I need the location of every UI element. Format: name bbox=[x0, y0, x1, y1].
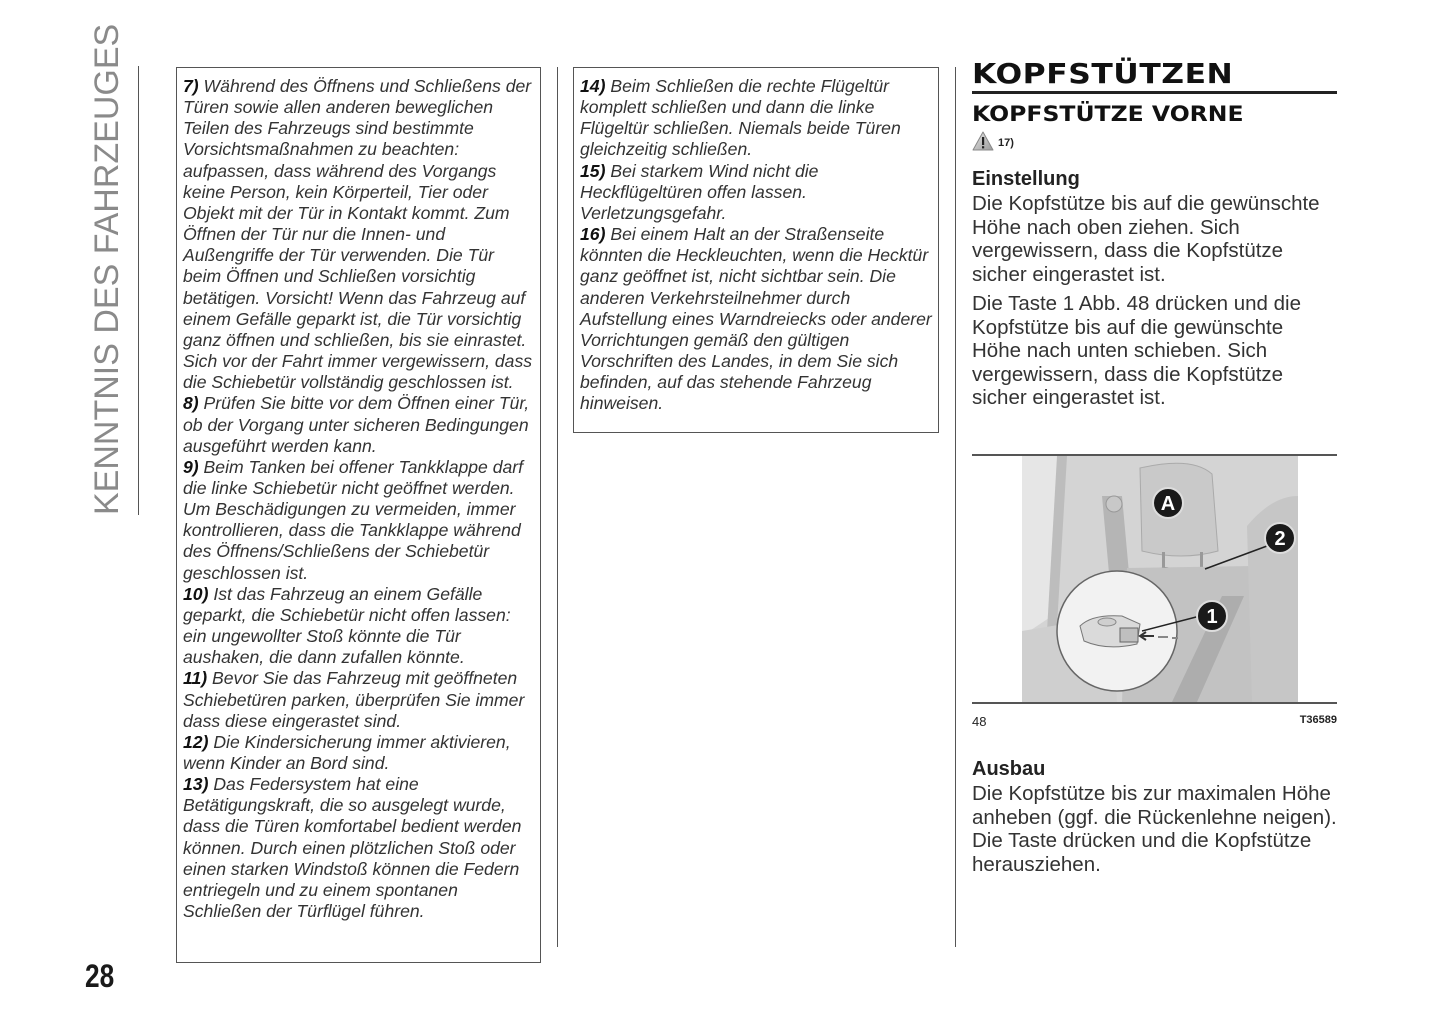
warning-note-number: 16) bbox=[580, 224, 606, 245]
warning-note-text: Das Federsystem hat eine Betätigungskraft, die so ausgelegt wurde, dass die Türen komfortabel bedient werden können. Durch einen plötzlichen Stoß oder einen starken Windstoß können die Federn entriegeln und zu einem spontanen Schließen der Türflügel führen. bbox=[183, 774, 522, 922]
warning-note-text: Beim Tanken bei offener Tankklappe darf die linke Schiebetür nicht geöffnet werden. Um Beschädigungen zu vermeiden, immer kontrollieren, dass die Tankklappe während des Öffnens/Schließens der Schiebetür geschlossen ist. bbox=[183, 456, 524, 583]
warning-note-text: Prüfen Sie bitte vor dem Öffnen einer Tür, ob der Vorgang unter sicheren Bedingungen ausgeführt werden kann. bbox=[183, 393, 530, 456]
warning-note bbox=[580, 161, 932, 224]
warning-note-number: 13) bbox=[183, 774, 209, 795]
subsection-heading: KOPFSTÜTZE VORNE bbox=[972, 102, 1244, 126]
headrest-illustration bbox=[1022, 456, 1298, 702]
warning-note bbox=[183, 584, 534, 669]
figure-caption bbox=[972, 714, 1337, 729]
removal-heading: Ausbau bbox=[972, 758, 1046, 780]
figure-number: 48 bbox=[972, 714, 987, 729]
warning-note-number: 12) bbox=[183, 731, 209, 752]
section-title-rule bbox=[138, 66, 139, 515]
warning-reference bbox=[972, 132, 1337, 154]
warning-note bbox=[183, 732, 534, 774]
warning-note bbox=[580, 76, 932, 161]
warning-note-number: 11) bbox=[183, 668, 208, 689]
warning-note bbox=[183, 393, 534, 456]
warning-note-number: 15) bbox=[580, 160, 606, 181]
callout-1 bbox=[1197, 601, 1227, 631]
callout-2 bbox=[1265, 523, 1295, 553]
warning-note-text: Bei einem Halt an der Straßenseite könnten die Heckleuchten, wenn die Hecktür ganz geöffnet ist, nicht sichtbar sein. Die anderen Verkehrsteilnehmer durch Aufstellung eines Warndreiecks oder anderer Vorrichtungen gemäß den gültigen Vorschriften des Landes, in dem Sie sich befinden, auf das stehende Fahrzeug hinweisen. bbox=[580, 224, 932, 414]
adjustment-paragraph: Die Kopfstütze bis auf die gewünschte Höhe nach oben ziehen. Sich vergewissern, dass die Kopfstütze sicher eingerastet ist. bbox=[972, 192, 1320, 286]
removal-section bbox=[972, 756, 1342, 876]
adjustment-heading: Einstellung bbox=[972, 168, 1080, 190]
figure-48 bbox=[972, 454, 1337, 729]
column-divider bbox=[955, 67, 956, 947]
adjustment-paragraph: Die Taste 1 Abb. 48 drücken und die Kopfstütze bis auf die gewünschte Höhe nach unten schieben. Sich vergewissern, dass die Kopfstütze sicher eingerastet ist. bbox=[972, 292, 1301, 409]
warning-note-text: Bevor Sie das Fahrzeug mit geöffneten Schiebetüren parken, überprüfen Sie immer dass diese eingerastet sind. bbox=[183, 668, 525, 731]
headrests-section bbox=[972, 56, 1337, 410]
svg-text:1: 1 bbox=[1206, 606, 1218, 628]
warning-note bbox=[183, 774, 534, 922]
section-title-text: KENNTNIS DES FAHRZEUGES bbox=[88, 23, 126, 515]
warning-note-text: Bei starkem Wind nicht die Heckflügeltüren offen lassen. Verletzungsgefahr. bbox=[580, 160, 819, 223]
figure-bottom-rule bbox=[972, 702, 1337, 704]
warning-note-number: 8) bbox=[183, 393, 199, 414]
svg-text:A: A bbox=[1160, 493, 1176, 515]
warning-note-text: Ist das Fahrzeug an einem Gefälle geparkt, die Schiebetür nicht offen lassen: ein ungewollter Stoß könnte die Tür aushaken, die dann zufallen könnte. bbox=[183, 583, 511, 668]
section-heading: KOPFSTÜTZEN bbox=[972, 57, 1234, 90]
warning-note bbox=[580, 224, 932, 414]
figure-code: T36589 bbox=[1299, 714, 1337, 726]
page-number: 28 bbox=[85, 958, 115, 994]
warning-note bbox=[183, 668, 534, 731]
warning-notes-box-left bbox=[176, 67, 541, 963]
warning-note bbox=[183, 457, 534, 584]
warning-note-number: 9) bbox=[183, 456, 199, 477]
warning-note bbox=[183, 76, 534, 393]
warning-triangle-icon bbox=[972, 131, 994, 156]
warning-note-text: Beim Schließen die rechte Flügeltür komplett schließen und dann die linke Flügeltür schließen. Niemals beide Türen gleichzeitig schließen. bbox=[580, 76, 901, 160]
warning-notes-box-middle bbox=[573, 67, 939, 433]
removal-paragraph: Die Kopfstütze bis zur maximalen Höhe anheben (ggf. die Rückenlehne neigen). Die Taste drücken und die Kopfstütze herausziehen. bbox=[972, 782, 1337, 876]
warning-note-number: 7) bbox=[183, 76, 199, 96]
warning-note-text: Die Kindersicherung immer aktivieren, wenn Kinder an Bord sind. bbox=[183, 731, 511, 773]
callout-a bbox=[1153, 488, 1183, 518]
warning-note-text: Während des Öffnens und Schließens der Türen sowie allen anderen beweglichen Teilen des Fahrzeugs sind bestimmte Vorsichtsmaßnahmen zu beachten: aufpassen, dass während des Vorgangs keine Person, kein Körperteil, Tier oder Objekt mit der Tür in Kontakt kommt. Zum Öffnen der Tür nur die Innen- und Außengriffe der Tür verwenden. Die Tür beim Öffnen und Schließen vorsichtig betätigen. Vorsicht! Wenn das Fahrzeug auf einem Gefälle geparkt ist, die Tür vorsichtig ganz öffnen und schließen, bis sie einrastet. Sich vor der Fahrt immer vergewissern, dass die Schiebetür vollständig geschlossen ist. bbox=[183, 76, 533, 393]
warning-reference-number: 17) bbox=[998, 137, 1014, 149]
section-title-vertical bbox=[85, 23, 135, 515]
svg-text:2: 2 bbox=[1274, 528, 1286, 550]
column-divider bbox=[557, 67, 558, 947]
warning-note-number: 14) bbox=[580, 76, 606, 96]
warning-note-number: 10) bbox=[183, 583, 209, 604]
